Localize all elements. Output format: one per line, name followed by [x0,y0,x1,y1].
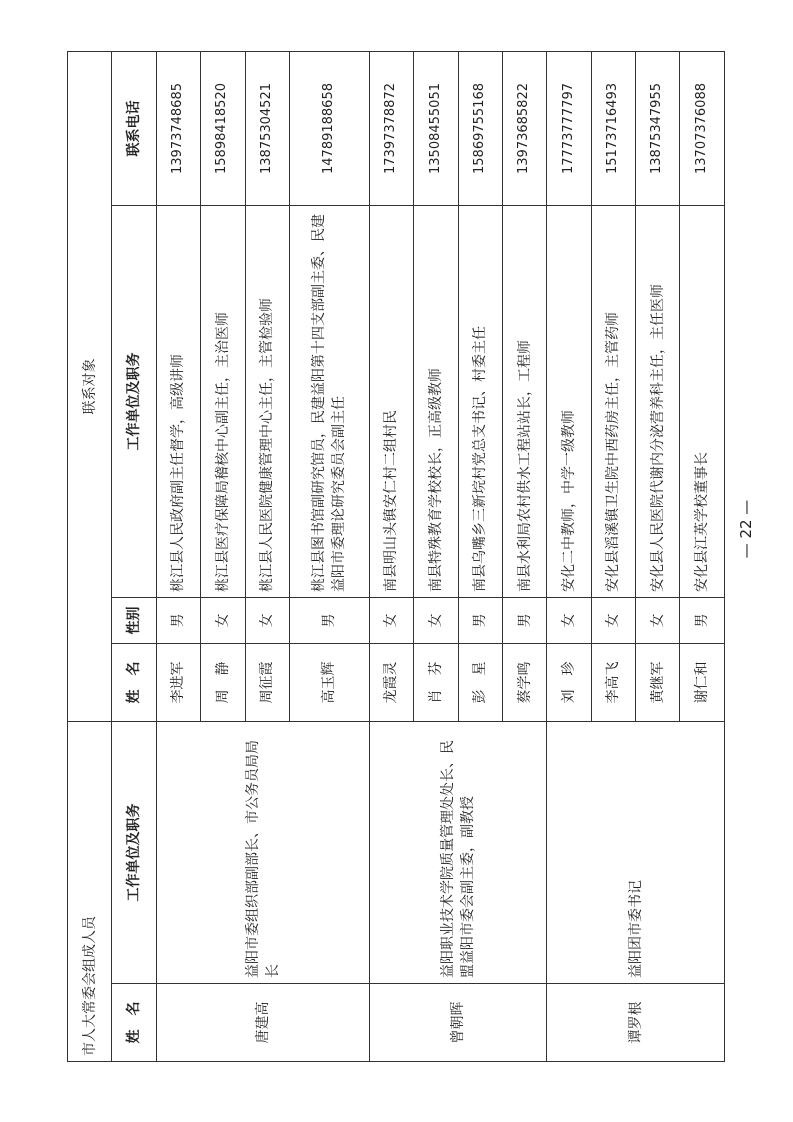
contact-unit: 南县乌嘴乡三新垸村党总支书记、村委主任 [458,206,502,598]
contact-name: 周征霞 [245,644,289,722]
rotated-table-container [67,52,725,1062]
section-left-title: 市人大常委会组成人员 [68,722,112,1062]
contact-gender: 女 [245,598,289,644]
contact-gender: 男 [156,598,200,644]
header-member-unit: 工作单位及职务 [112,722,156,984]
contact-gender: 男 [289,598,369,644]
contact-gender: 女 [369,598,413,644]
table-row [369,52,413,1062]
contact-unit: 桃江县人民政府副主任督学，高级讲师 [156,206,200,598]
contact-unit: 桃江县人民医院健康管理中心主任，主管检验师 [245,206,289,598]
member-unit: 益阳团市委书记 [547,722,725,984]
contact-phone: 17397378872 [369,52,413,206]
contact-unit: 桃江县图书馆副研究馆员，民建益阳第十四支部副主委、民建益阳市委理论研究委员会副主任 [289,206,369,598]
contact-unit: 安化县江英学校董事长 [680,206,725,598]
contact-phone: 15898418520 [201,52,245,206]
contact-phone: 13508455051 [414,52,458,206]
contact-phone: 13875347955 [636,52,680,206]
table-row [547,52,591,1062]
contact-name: 谢仁和 [680,644,725,722]
contact-phone: 15869755168 [458,52,502,206]
member-unit: 益阳市委组织部副部长、市公务员局局长 [156,722,369,984]
table-row [156,52,200,1062]
contact-gender: 女 [636,598,680,644]
contact-phone: 13875304521 [245,52,289,206]
page-number: — 22 — [737,499,755,559]
header-phone: 联系电话 [112,52,156,206]
contact-gender: 女 [591,598,635,644]
contact-unit: 安化县滔溪镇卫生院中西药房主任，主管药师 [591,206,635,598]
contact-gender: 男 [680,598,725,644]
member-name: 谭罗根 [547,984,725,1062]
contact-unit: 桃江县医疗保障局稽核中心副主任，主治医师 [201,206,245,598]
contact-name: 蔡学鸣 [502,644,546,722]
section-header-row [68,52,112,1062]
member-name: 曾朝晖 [369,984,547,1062]
contact-gender: 男 [458,598,502,644]
contact-name: 黄继军 [636,644,680,722]
contact-name: 彭 星 [458,644,502,722]
contact-unit: 南县特殊教育学校校长，正高级教师 [414,206,458,598]
contact-name: 高玉辉 [289,644,369,722]
contact-name: 周 静 [201,644,245,722]
contact-gender: 女 [414,598,458,644]
contact-gender: 女 [547,598,591,644]
contact-name: 龙霞灵 [369,644,413,722]
header-contact-name: 姓 名 [112,644,156,722]
contact-name: 肖 芬 [414,644,458,722]
header-contact-unit: 工作单位及职务 [112,206,156,598]
contact-gender: 男 [502,598,546,644]
contact-unit: 安化二中教师，中学一级教师 [547,206,591,598]
contact-phone: 13973748685 [156,52,200,206]
member-name: 唐建高 [156,984,369,1062]
header-gender: 性别 [112,598,156,644]
contact-gender: 女 [201,598,245,644]
contact-phone: 17773777797 [547,52,591,206]
contact-name: 李进军 [156,644,200,722]
member-contact-table [67,51,725,1062]
contact-phone: 13707376088 [680,52,725,206]
contact-name: 刘 珍 [547,644,591,722]
contact-phone: 13973685822 [502,52,546,206]
contact-phone: 14789188658 [289,52,369,206]
contact-unit: 南县明山头镇安仁村二组村民 [369,206,413,598]
member-unit: 益阳职业技术学院质量管理处处长、民盟益阳市委会副主委，副教授 [369,722,547,984]
contact-name: 李高飞 [591,644,635,722]
header-member-name: 姓 名 [112,984,156,1062]
contact-phone: 15173716493 [591,52,635,206]
contact-unit: 安化县人民医院代谢内分泌营养科主任，主任医师 [636,206,680,598]
contact-unit: 南县水利局农村供水工程站站长，工程师 [502,206,546,598]
section-right-title: 联系对象 [68,52,112,722]
column-header-row [112,52,156,1062]
